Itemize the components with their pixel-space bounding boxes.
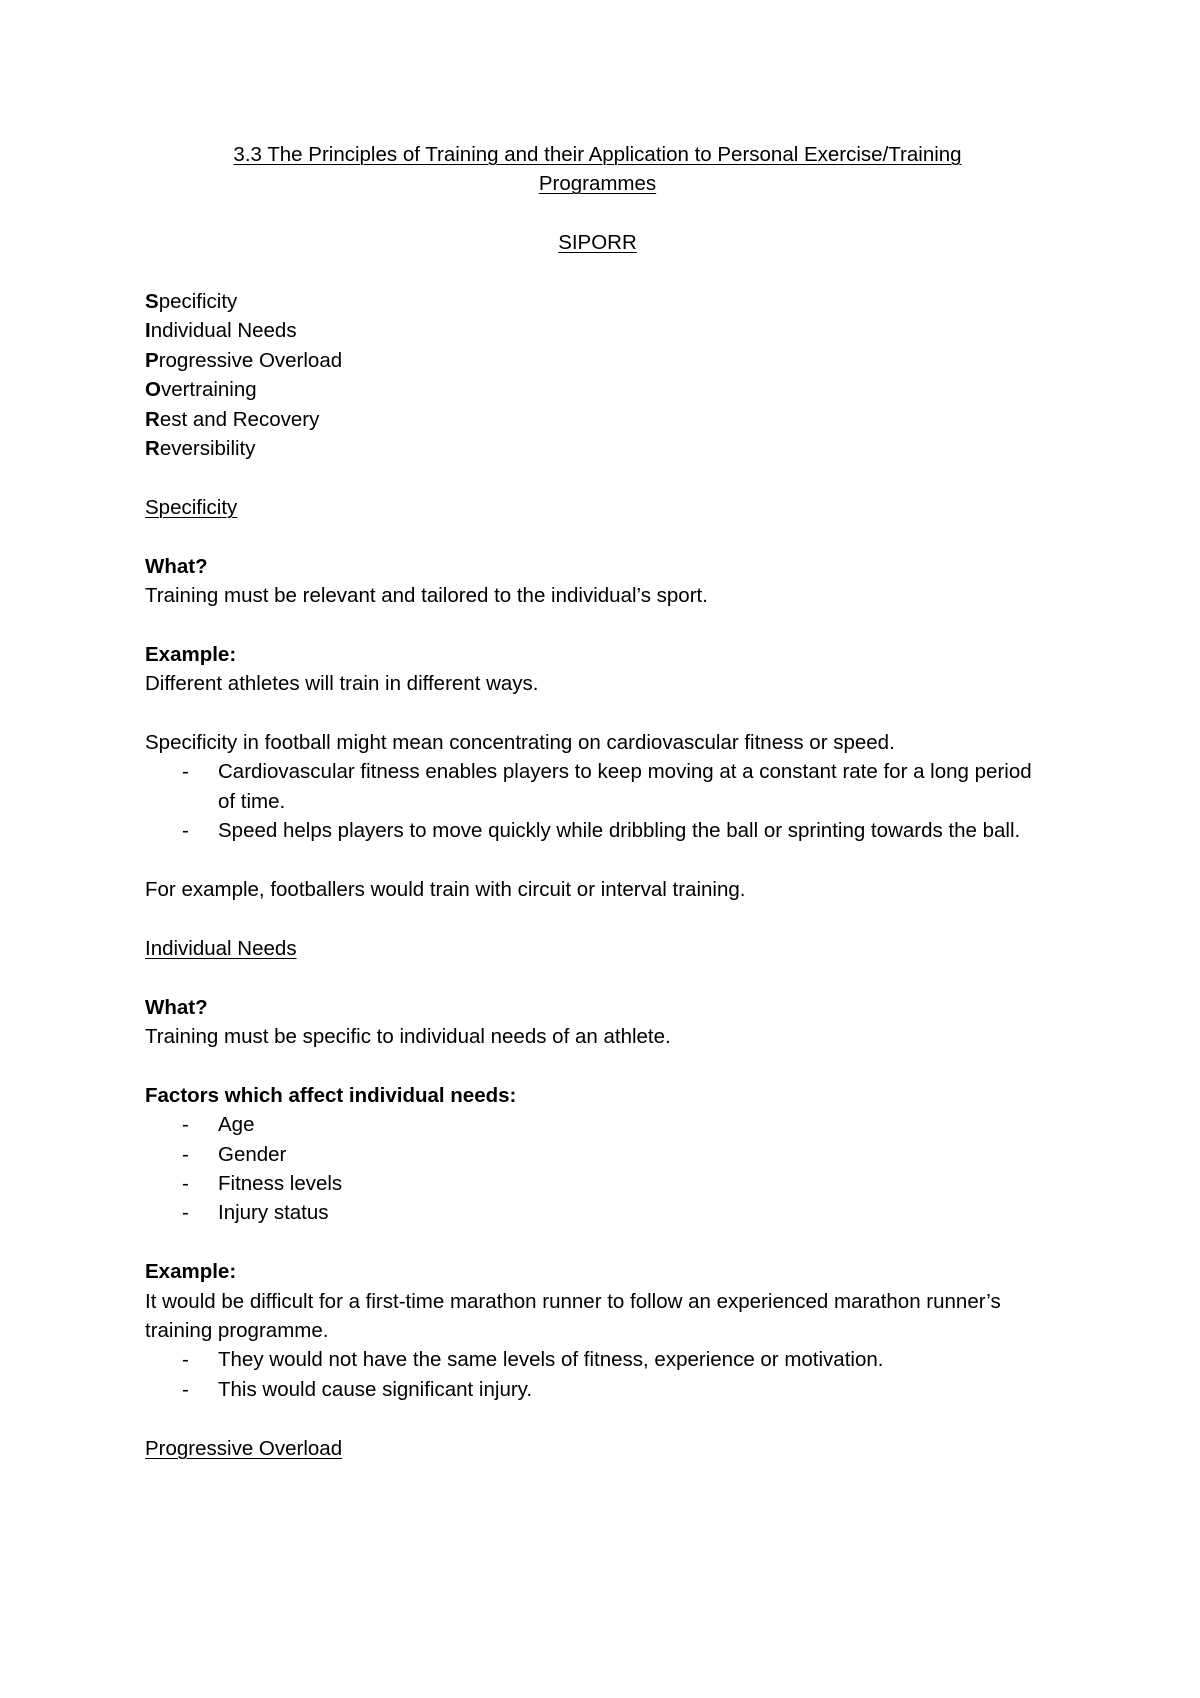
list-item: - Fitness levels	[182, 1172, 343, 1196]
principles-list	[145, 287, 1050, 463]
list-item: - Cardiovascular fitness enables players to keep moving at a constant rate for a long period of time.	[182, 760, 1032, 813]
principle-item: Reversibility	[145, 437, 256, 461]
list-item: - This would cause significant injury.	[182, 1377, 533, 1401]
principle-item: Rest and Recovery	[145, 407, 320, 431]
factors-list	[145, 1110, 1050, 1228]
football-intro: Specificity in football might mean concentrating on cardiovascular fitness or speed.	[145, 731, 895, 755]
individual-needs-bullets	[145, 1345, 1050, 1404]
list-item: - Injury status	[182, 1201, 329, 1225]
principle-item: Progressive Overload	[145, 348, 343, 372]
specificity-bullets	[145, 757, 1050, 845]
section-heading-individual-needs: Individual Needs	[145, 936, 297, 960]
list-item: - They would not have the same levels of fitness, experience or motivation.	[182, 1348, 884, 1372]
what-text: Training must be specific to individual needs of an athlete.	[145, 1025, 671, 1049]
what-label: What?	[145, 554, 208, 578]
document-title	[145, 140, 1050, 199]
list-item: - Gender	[182, 1142, 287, 1166]
example-text: It would be difficult for a first-time marathon runner to follow an experienced marathon runner’s training programme.	[145, 1289, 1001, 1343]
example-label: Example:	[145, 1260, 237, 1284]
what-text: Training must be relevant and tailored to the individual’s sport.	[145, 584, 708, 608]
example-text: Different athletes will train in different ways.	[145, 672, 539, 696]
acronym-heading: SIPORR	[558, 231, 637, 255]
factors-label: Factors which affect individual needs:	[145, 1083, 517, 1107]
example-label: Example:	[145, 642, 237, 666]
document-body	[145, 140, 1050, 1463]
principle-item: Individual Needs	[145, 319, 297, 343]
list-item: - Speed helps players to move quickly while dribbling the ball or sprinting towards the ball.	[182, 819, 1021, 843]
closing-text: For example, footballers would train with circuit or interval training.	[145, 878, 746, 902]
title-line-1: 3.3 The Principles of Training and their Application to Personal Exercise/Training	[233, 143, 962, 166]
principle-item: Overtraining	[145, 378, 257, 402]
principle-item: Specificity	[145, 290, 238, 313]
section-heading-specificity: Specificity	[145, 495, 238, 519]
what-label: What?	[145, 995, 208, 1019]
title-line-2: Programmes	[538, 172, 657, 196]
list-item: - Age	[182, 1113, 255, 1137]
section-heading-progressive-overload: Progressive Overload	[145, 1436, 343, 1460]
